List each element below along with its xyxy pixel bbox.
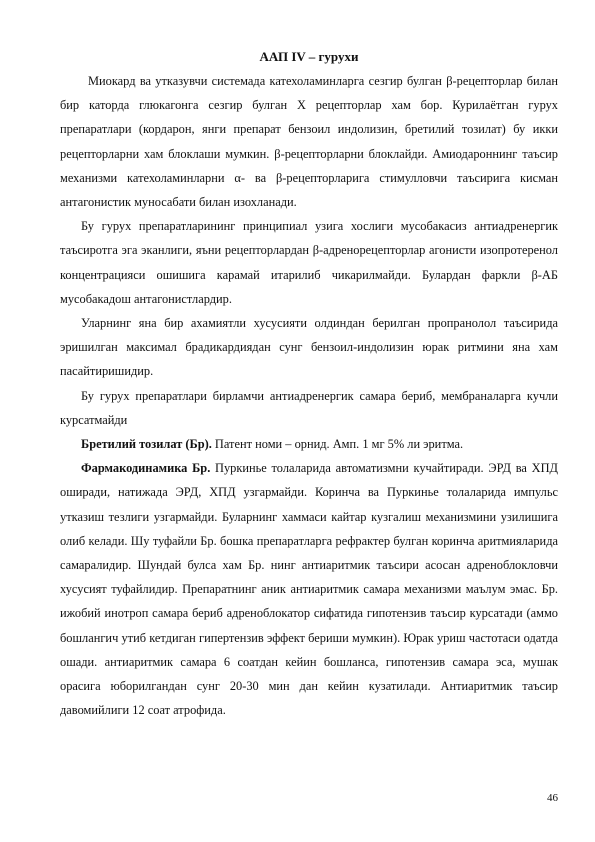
drug-description: Патент номи – орнид. Амп. 1 мг 5% ли эритма. — [211, 437, 464, 452]
paragraph-5 — [60, 432, 558, 456]
drug-name-bold: Бретилий тозилат (Бр). — [81, 437, 212, 452]
paragraph-4: Бу гурух препаратлари бирламчи антиадренергик самара бериб, мембраналарга кучли курсатмайди — [60, 388, 558, 427]
pharmacodynamics-text: Пуркинье толаларида автоматизмни кучайтиради. ЭРД ва ХПД оширади, натижада ЭРД, ХПД узгармайди. Коринча ва Пуркинье толаларида импульс утказиш тезлиги узгармайди. Буларнинг хаммаси кайтар кузгалиш механизмини узилишига олиб келади. Шу туфайли Бр. бошка препаратларга рефрактер булган коринча аритмияларида самаралидир. Шундай булса хам Бр. нинг антиаритмик таъсири асосан адреноблокловчи хусусият туфайлидир. Препаратнинг аник антиаритмик самара механизми маълум эмас. Бр. ижобий инотроп самара бериб адреноблокатор сифатида гипотензив таъсир курсатади (аммо бошлангич утиб кетдиган гипертензив эффект бериши мумкин). Юрак уриш частотаси одатда ошади. антиаритмик самара 6 соатдан кейин бошланса, гипотензив самара эса, мушак орасига юборилгандан сунг 20-30 мин дан кейин кузатилади. Антиаритмик таъсир давомийлиги 12 соат атрофида. — [60, 461, 558, 718]
section-heading: ААП IV – гурухи — [259, 49, 359, 64]
page-body — [60, 45, 558, 722]
page-number: 46 — [547, 792, 558, 804]
paragraph-1: Миокард ва утказувчи системада катехоламинларга сезгир булган β-рецепторлар билан бир каторда глюкагонга сезгир булган X рецепторлар хам бор. Курилаётган гурух препаратлари (кордарон, янги препарат бензоил индолизин, бретилий тозилат) бу икки рецепторларни хам блоклаши мумкин. β-рецепторларни блоклайди. Амиодароннинг таъсир механизми катехоламинларни α- ва β-рецепторларига стимулловчи таъсирига кисман антагонистик муносабати билан изохланади. — [60, 74, 558, 210]
paragraph-3: Уларнинг яна бир ахамиятли хусусияти олдиндан берилган пропранолол таъсирида эришилган максимал брадикардиядан сунг бензоил-индолизин юрак ритмини яна хам пасайтиришидир. — [60, 316, 558, 379]
paragraph-2: Бу гурух препаратларининг принципиал узига хослиги мусобакасиз антиадренергик таъсиротга эга эканлиги, яъни рецепторлардан β-адренорецепторлар агонисти изопротеренол концентрацияси ошишига карамай итарилиб чикарилмайди. Булардан фаркли β-АБ мусобакадош антагонистлардир. — [60, 219, 558, 306]
paragraph-6 — [60, 456, 558, 722]
pharmacodynamics-bold: Фармакодинамика Бр. — [81, 461, 211, 476]
